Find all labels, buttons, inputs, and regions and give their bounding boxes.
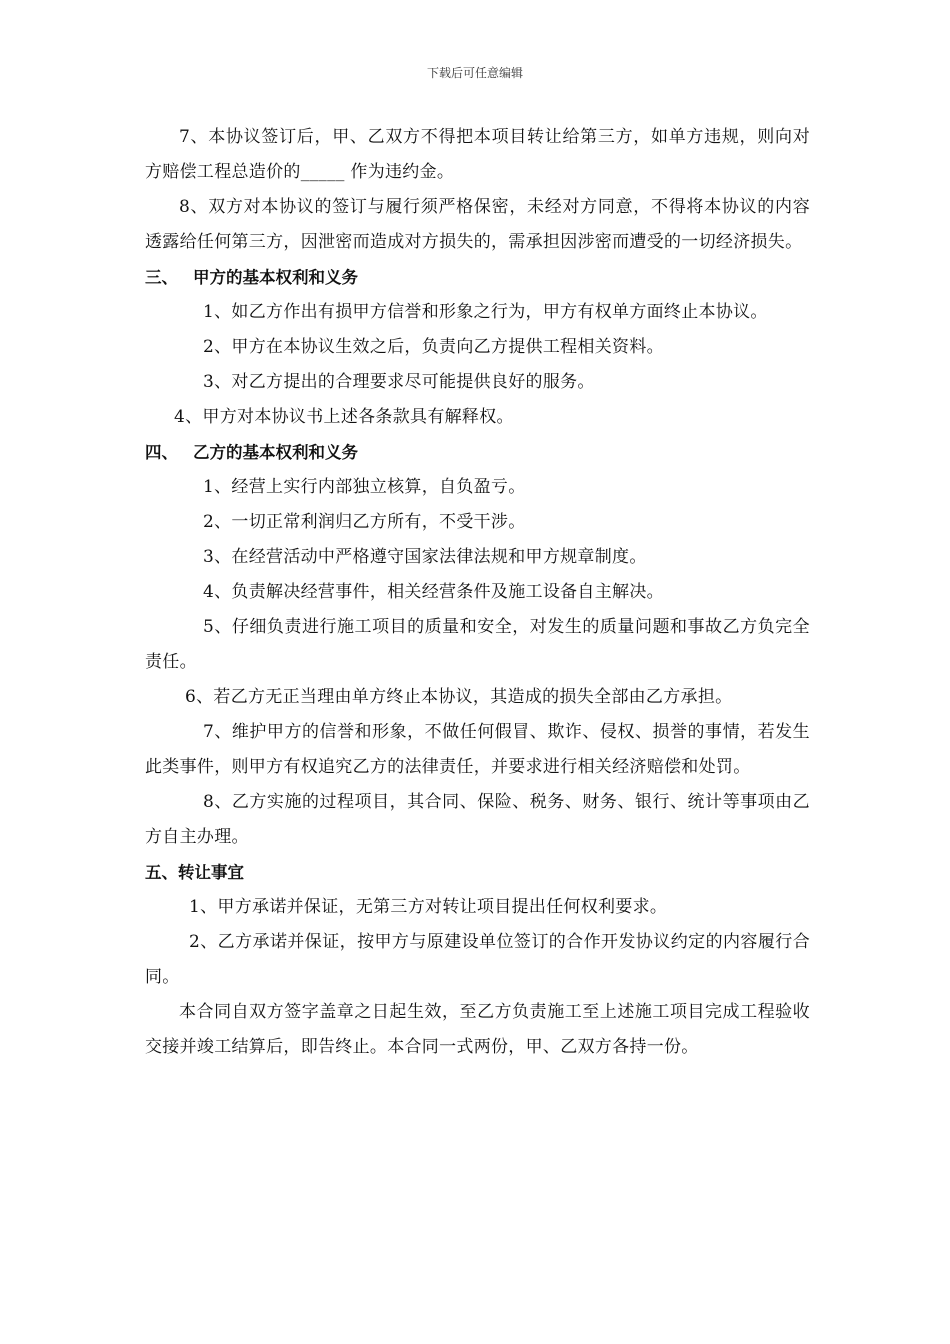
section-4-item-4: 4、负责解决经营事件，相关经营条件及施工设备自主解决。	[203, 582, 664, 602]
clause-7-paragraph: 7、本协议签订后，甲、乙双方不得把本项目转让给第三方，如单方违规，则向对方赔偿工程总造价的_____ 作为违约金。	[145, 127, 810, 182]
section-4-title: 乙方的基本权利和义务	[193, 443, 358, 462]
section-4-item-5: 5、仔细负责进行施工项目的质量和安全，对发生的质量问题和事故乙方负完全责任。	[145, 617, 810, 672]
section-3-title: 甲方的基本权利和义务	[193, 268, 358, 287]
section-4-item-7: 7、维护甲方的信誉和形象，不做任何假冒、欺诈、侵权、损誉的事情，若发生此类事件，则甲方有权追究乙方的法律责任，并要求进行相关经济赔偿和处罚。	[145, 722, 810, 777]
clause-8-paragraph: 8、双方对本协议的签订与履行须严格保密，未经对方同意，不得将本协议的内容透露给任何第三方，因泄密而造成对方损失的，需承担因涉密而遭受的一切经济损失。	[145, 197, 810, 252]
section-3-item-3: 3、对乙方提出的合理要求尽可能提供良好的服务。	[203, 372, 595, 392]
section-3-item-2: 2、甲方在本协议生效之后，负责向乙方提供工程相关资料。	[203, 337, 664, 357]
section-5-item-1: 1、甲方承诺并保证，无第三方对转让项目提出任何权利要求。	[189, 897, 668, 917]
section-4-item-3: 3、在经营活动中严格遵守国家法律法规和甲方规章制度。	[203, 547, 647, 567]
section-5-item-2: 2、乙方承诺并保证，按甲方与原建设单位签订的合作开发协议约定的内容履行合同。	[145, 932, 810, 987]
section-4-item-8: 8、乙方实施的过程项目，其合同、保险、税务、财务、银行、统计等事项由乙方自主办理。	[145, 792, 810, 847]
section-3-item-1: 1、如乙方作出有损甲方信誉和形象之行为，甲方有权单方面终止本协议。	[203, 302, 768, 322]
section-5-heading	[145, 855, 810, 890]
section-4-heading	[145, 435, 810, 470]
section-3-number: 三、	[145, 268, 178, 287]
section-4-item-6: 6、若乙方无正当理由单方终止本协议，其造成的损失全部由乙方承担。	[185, 687, 733, 707]
section-3-item-4: 4、甲方对本协议书上述各条款具有解释权。	[174, 407, 514, 427]
section-5-number: 五、	[145, 863, 178, 882]
section-4-item-1: 1、经营上实行内部独立核算，自负盈亏。	[203, 477, 526, 497]
document-body	[145, 120, 810, 1065]
section-3-heading	[145, 260, 810, 295]
section-5-title: 转让事宜	[178, 863, 244, 882]
page-header: 下载后可任意编辑	[426, 66, 523, 80]
section-4-item-2: 2、一切正常利润归乙方所有，不受干涉。	[203, 512, 526, 532]
section-4-number: 四、	[145, 443, 178, 462]
closing-paragraph: 本合同自双方签字盖章之日起生效，至乙方负责施工至上述施工项目完成工程验收交接并竣工结算后，即告终止。本合同一式两份，甲、乙双方各持一份。	[145, 1002, 810, 1057]
